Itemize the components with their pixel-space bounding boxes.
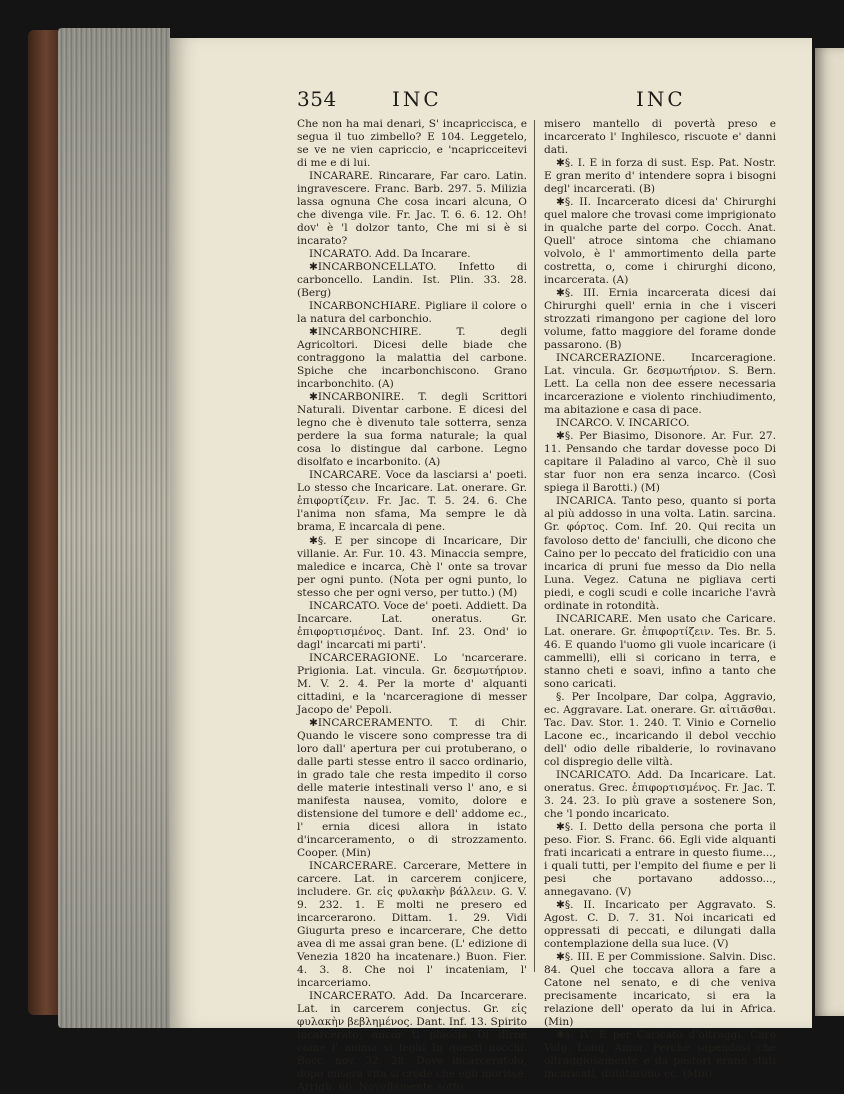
page-number: 354 <box>297 87 337 111</box>
entry-paragraph: ✱§. E per sincope di Incaricare, Dir villanie. Ar. Fur. 10. 43. Minaccia sempre, maledice e incarca, Chè l' onte sa trovar per ogni punto. (Nota per ogni punto, lo stesso che per ogni verso, per tutto.) (M) <box>297 534 527 599</box>
running-head-right: INC <box>636 87 686 111</box>
entry-paragraph: ✱§. Per Biasimo, Disonore. Ar. Fur. 27. 11. Pensando che tardar dovesse poco Di capitare il Paladino al varco, Chè il suo star fuor non era senza incarco. (Così spiega il Barotti.) (M) <box>544 430 776 495</box>
entry-paragraph: INCARICATO. Add. Da Incaricare. Lat. oneratus. Grec. ἐπιφορτισμένος. Fr. Jac. T. 3. 24. 23. Io più grave a sostenere Son, che 'l pondo incaricato. <box>544 768 776 820</box>
entry-paragraph: INCARICARE. Men usato che Caricare. Lat. onerare. Gr. ἐπιφορτίζειν. Tes. Br. 5. 46. E quando l'uomo gli vuole incaricare (i cammelli), elli si coricano in terra, e stanno cheti e soavi, infino a tanto che sono caricati. <box>544 612 776 690</box>
entry-paragraph: ✱§. IV. E per Caricato d'oltraggi. Caro Volg. Long. Amor. Perchè sapendosi che oltraggiosamente e da pastori erano stati incaricati, dubitarono ec. (Min) <box>544 1029 776 1081</box>
entry-paragraph: INCARCO. V. INCARICO. <box>556 417 690 430</box>
entry-paragraph: INCARCATO. Voce de' poeti. Addiett. Da Incarcare. Lat. oneratus. Gr. ἐπιφορτισμένος. Dant. Inf. 23. Ond' io dagl' incarcati mi parti'. <box>297 599 527 651</box>
entry-paragraph: misero mantello di povertà preso e incarcerato l' Inghilesco, riscuote e' danni dati. <box>544 118 776 157</box>
entry-paragraph: INCARCERAGIONE. Lo 'ncarcerare. Prigionia. Lat. vincula. Gr. δεσμωτήριον. M. V. 2. 4. Per la morte d' alquanti cittadini, e la 'ncarceragione di messer Jacopo de' Pepoli. <box>297 651 527 716</box>
column-divider <box>534 120 535 972</box>
entry-paragraph: INCARATO. Add. Da Incarare. <box>309 248 471 261</box>
entry-paragraph: ✱INCARBONCELLATO. Infetto di carboncello. Landin. Ist. Plin. 33. 28. (Berg) <box>297 261 527 300</box>
entry-paragraph: INCARICA. Tanto peso, quanto si porta al più addosso in una volta. Latin. sarcina. Gr. φόρτος. Com. Inf. 20. Qui recita un favoloso detto de' fanciulli, che dicono che Caino per lo peccato del fraticidio con una incarica di pruni fue messo da Dio nella Luna. Vegez. Catuna ne pigliava certi piedi, e cogli scudi e colle incariche l'avrà ordinate in rotondità. <box>544 495 776 612</box>
entry-paragraph: ✱INCARBONCHIRE. T. degli Agricoltori. Dicesi delle biade che contraggono la malattia del carbone. Spiche che incarbonchiscono. Grano incarbonchito. (A) <box>297 326 527 391</box>
entry-paragraph: ✱§. I. Detto della persona che porta il peso. Fior. S. Franc. 66. Egli vide alquanti frati incaricati a entrare in questo fiume..., i quali tutti, per l'empito del fiume e per li pesi che portavano addosso..., annegavano. (V) <box>544 820 776 898</box>
book-cover-spine <box>28 30 58 1015</box>
left-column <box>297 118 527 1094</box>
entry-paragraph: INCARCERARE. Carcerare, Mettere in carcere. Lat. in carcerem conjicere, includere. Gr. εἰς φυλακὴν βάλλειν. G. V. 9. 232. 1. E molti ne presero ed incarcerarono. Dittam. 1. 29. Vidi Giugurta preso e incarcerare, Che detto avea di me assai gran bene. (L' edizione di Venezia 1820 ha incatenare.) Buon. Fier. 4. 3. 8. Che noi l' incateniam, l' incarceriamo. <box>297 859 527 990</box>
entry-paragraph: INCARCERATO. Add. Da Incarcerare. Lat. in carcerem conjectus. Gr. εἰς φυλακὴν βεβλημένος. Dant. Inf. 13. Spirito incarcerato, ancor ti piaccia Di dirne come l' anima si leghi In questi nocchi. Bocc. nov. 32. 28. Dove incarceratolo, dopo misera vita si crede che egli morisse. Arrigh. 66. Novellamente sotto <box>297 990 527 1094</box>
page-edges <box>58 28 170 1028</box>
entry-paragraph: ✱§. II. Incaricato per Aggravato. S. Agost. C. D. 7. 31. Noi incaricati ed oppressati di peccati, e dilungati dalla contemplazione della sua luce. (V) <box>544 898 776 950</box>
entry-paragraph: INCARCARE. Voce da lasciarsi a' poeti. Lo stesso che Incaricare. Lat. onerare. Gr. ἐπιφορτίζειν. Fr. Jac. T. 5. 24. 6. Che l'anima non sfama, Ma sempre le dà brama, E incarcala di pene. <box>297 469 527 534</box>
facing-page-edge <box>815 48 844 1016</box>
entry-paragraph: ✱§. I. E in forza di sust. Esp. Pat. Nostr. E gran merito d' intendere sopra i bisogni degl' incarcerati. (B) <box>544 157 776 196</box>
entry-paragraph: §. Per Incolpare, Dar colpa, Aggravio, ec. Aggravare. Lat. onerare. Gr. αἰτιᾶσθαι. Tac. Dav. Stor. 1. 240. T. Vinio e Cornelio Lacone ec., incaricando il debol vecchio dell' odio delle ribalderie, lo rovinavano col dispregio delle viltà. <box>544 690 776 768</box>
entry-paragraph: INCARCERAZIONE. Incarceragione. Lat. vincula. Gr. δεσμωτήριον. S. Bern. Lett. La cella non dee essere necessaria incarcerazione e violento rinchiudimento, ma abitazione e casa di pace. <box>544 352 776 417</box>
entry-paragraph: INCARBONCHIARE. Pigliare il colore o la natura del carbonchio. <box>297 300 527 326</box>
entry-paragraph: ✱§. II. Incarcerato dicesi da' Chirurghi quel malore che trovasi come imprigionato in qualche parte del corpo. Cocch. Anat. Quell' atroce sintoma che chiamano volvolo, è l' ammortimento della parte costretta, o, come i chirurghi dicono, incarcerata. (A) <box>544 196 776 287</box>
dictionary-page <box>170 38 812 1094</box>
running-head-left: INC <box>392 87 442 111</box>
entry-paragraph: ✱INCARBONIRE. T. degli Scrittori Naturali. Diventar carbone. E dicesi del legno che è divenuto tale sotterra, senza perdere la sua forma naturale; la qual cosa lo distingue dal carbone. Legno disolfato e incarbonito. (A) <box>297 391 527 469</box>
right-column <box>544 118 776 1081</box>
entry-paragraph: ✱INCARCERAMENTO. T. di Chir. Quando le viscere sono compresse tra di loro dall' apertura per cui protuberano, o dalle parti stesse entro il sacco ordinario, in grado tale che resta impedito il corso delle materie intestinali verso l' ano, e si manifesta nausea, vomito, dolore e distensione del tumore e dell' addome ec., l' ernia dicesi allora in istato d'incarceramento, o di strozzamento. Cooper. (Min) <box>297 716 527 859</box>
entry-paragraph: ✱§. III. E per Commissione. Salvin. Disc. 84. Quel che toccava allora a fare a Catone nel senato, e di che veniva precisamente incaricato, si era la relazione dell' operato da lui in Africa. (Min) <box>544 951 776 1029</box>
entry-paragraph: INCARARE. Rincarare, Far caro. Latin. ingravescere. Franc. Barb. 297. 5. Milizia lassa ognuna Che cosa incari alcuna, O che divenga vile. Fr. Jac. T. 6. 6. 12. Oh! dov' è 'l dolzor tanto, Che mi si è si incarato? <box>297 170 527 248</box>
entry-paragraph: ✱§. III. Ernia incarcerata dicesi dai Chirurghi quell' ernia in che i visceri strozzati rimangono per cagione del loro volume, fatto maggiore del forame donde passarono. (B) <box>544 287 776 352</box>
entry-paragraph: Che non ha mai denari, S' incapriccisca, e segua il tuo zimbello? E 104. Leggetelo, se ve ne vien capriccio, e 'ncapricceitevi di me e di lui. <box>297 118 527 170</box>
